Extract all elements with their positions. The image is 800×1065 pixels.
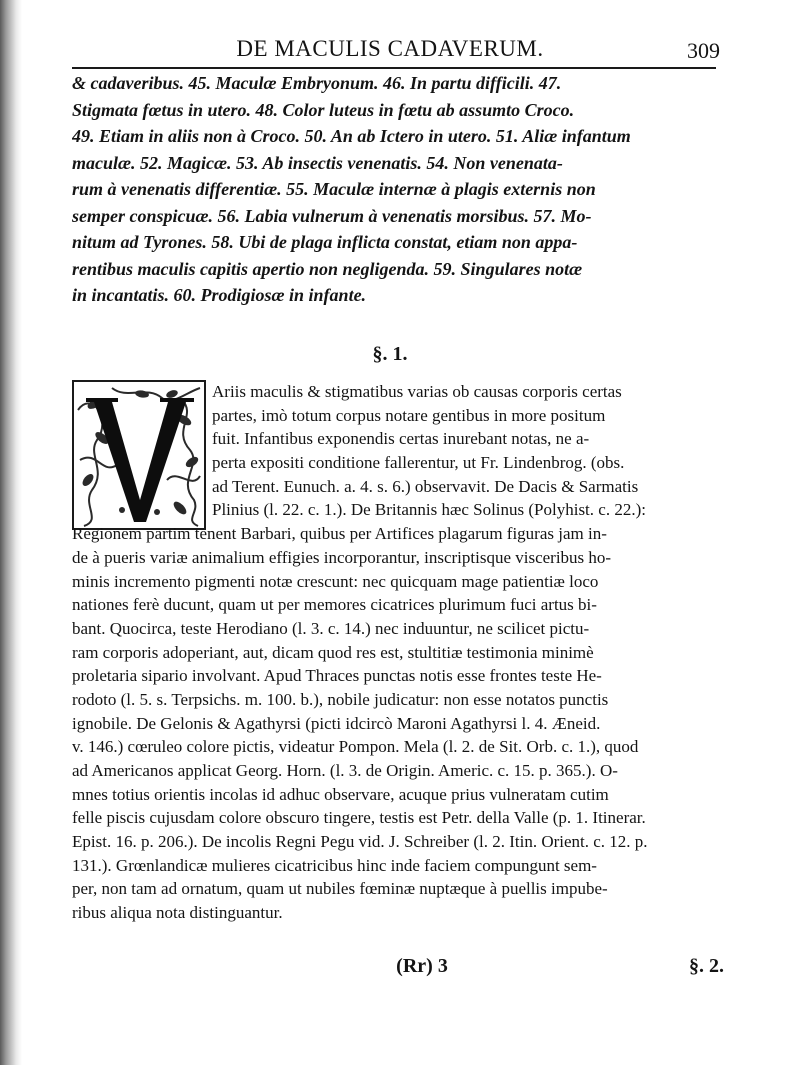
text-line: per, non tam ad ornatum, quam ut nubiles fœminæ nuptæque à puellis impube- xyxy=(72,879,608,899)
summary-line: nitum ad Tyrones. 58. Ubi de plaga inflicta constat, etiam non appa- xyxy=(72,232,578,252)
text-line: ad Terent. Eunuch. a. 4. s. 6.) observavit. De Dacis & Sarmatis xyxy=(212,476,639,496)
summary-line: & cadaveribus. 45. Maculæ Embryonum. 46. In partu difficili. 47. xyxy=(72,73,562,93)
text-line: mnes totius orientis incolas id adhuc observare, acuque prius vulneratam cutim xyxy=(72,784,609,804)
summary-line: Stigmata fœtus in utero. 48. Color luteus in fœtu ab assumto Croco. xyxy=(72,99,575,120)
text-line: minis incremento pigmenti notæ crescunt: nec quicquam mage patientiæ loco xyxy=(72,571,599,591)
summary-line: rum à venenatis differentiæ. 55. Maculæ internæ à plagis externis non xyxy=(72,179,596,199)
text-line: ribus aliqua nota distinguantur. xyxy=(72,903,283,923)
text-line: fuit. Infantibus exponendis certas inurebant notas, ne a- xyxy=(212,429,590,449)
text-line: proletaria sipario involvant. Apud Thraces punctas notis esse frontes teste He- xyxy=(72,666,602,686)
text-line: bant. Quocirca, teste Herodiano (l. 3. c. 14.) nec induuntur, ne scilicet pictu- xyxy=(72,618,590,638)
chapter-summary xyxy=(72,70,722,309)
summary-line: rentibus maculis capitis apertio non negligenda. 59. Singulares notæ xyxy=(72,258,583,279)
body-paragraph xyxy=(72,380,722,925)
running-title: DE MACULIS CADAVERUM. xyxy=(236,36,544,61)
text-line: Regionem partim tenent Barbari, quibus per Artifices plagarum figuras jam in- xyxy=(72,524,607,544)
text-line: de à pueris variæ animalium effigies incorporantur, inscriptisque visceribus ho- xyxy=(72,547,612,567)
summary-line: maculæ. 52. Magicæ. 53. Ab insectis venenatis. 54. Non venenata- xyxy=(72,152,563,173)
text-line: ram corporis adoperiant, aut, dicam quod res est, stultitiæ testimonia minimè xyxy=(72,642,594,662)
text-line: Ariis maculis & stigmatibus varias ob causas corporis certas xyxy=(212,382,622,401)
text-line: felle piscis cujusdam colore obscuro tingere, testis est Petr. della Valle (p. 1. Itinerar. xyxy=(72,808,646,828)
summary-line: semper conspicuæ. 56. Labia vulnerum à venenatis morsibus. 57. Mo- xyxy=(72,205,592,226)
text-line: partes, imò totum corpus notare gentibus in more positum xyxy=(212,405,606,425)
catchword: §. 2. xyxy=(689,955,724,977)
text-line: perta expositi conditione fallerentur, ut Fr. Lindenbrog. (obs. xyxy=(212,453,625,473)
text-line: rodoto (l. 5. s. Terpsichs. m. 100. b.), nobile judicatur: non esse notatos punctis xyxy=(72,689,609,709)
text-line: nationes ferè ducunt, quam ut per memores cicatrices plurimum fuci artus bi- xyxy=(72,595,597,615)
header-rule xyxy=(72,67,716,69)
text-line: v. 146.) cœruleo colore pictis, videatur Pompon. Mela (l. 2. de Sit. Orb. c. 1.), quod xyxy=(72,737,639,757)
page-number: 309 xyxy=(687,38,720,63)
summary-line: in incantatis. 60. Prodigiosæ in infante. xyxy=(72,285,367,305)
page-gutter-shadow xyxy=(0,0,22,1065)
text-line: Plinius (l. 22. c. 1.). De Britannis hæc Solinus (Polyhist. c. 22.): xyxy=(212,500,646,520)
text-line: Epist. 16. p. 206.). De incolis Regni Pegu vid. J. Schreiber (l. 2. Itin. Orient. c. 12. p. xyxy=(72,832,648,852)
summary-line: 49. Etiam in aliis non à Croco. 50. An ab Ictero in utero. 51. Aliæ infantum xyxy=(72,126,631,146)
text-line: ignobile. De Gelonis & Agathyrsi (picti idcircò Maroni Agathyrsi l. 4. Æneid. xyxy=(72,713,601,733)
section-heading: §. 1. xyxy=(372,343,408,365)
text-line: ad Americanos applicat Georg. Horn. (l. 3. de Origin. Americ. c. 15. p. 365.). O- xyxy=(72,761,618,780)
text-line: 131.). Grœnlandicæ mulieres cicatricibus hinc inde faciem compungunt sem- xyxy=(72,855,597,875)
signature-mark: (Rr) 3 xyxy=(396,955,448,977)
